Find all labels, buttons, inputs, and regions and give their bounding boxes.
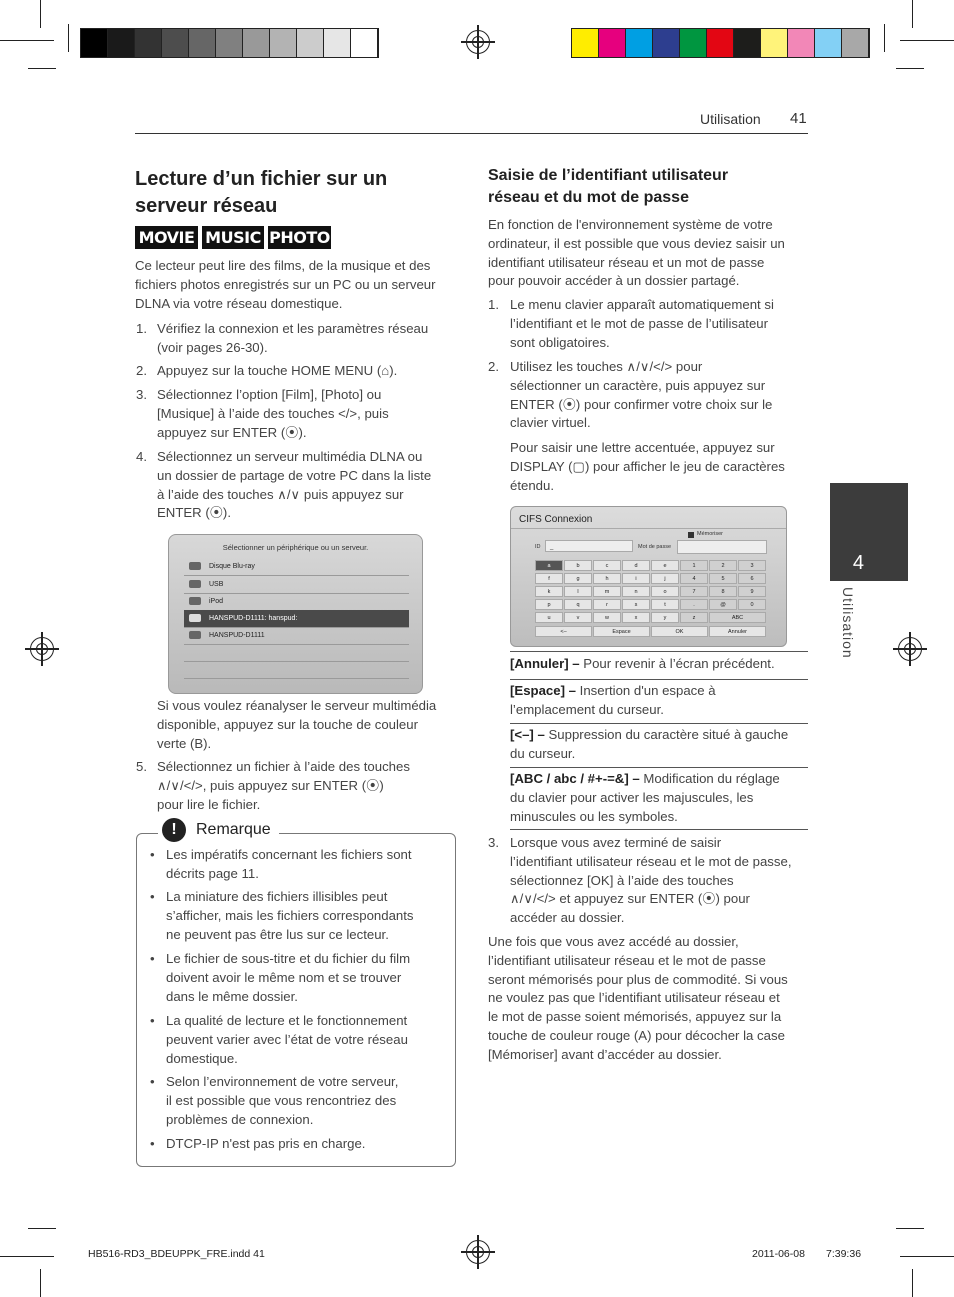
section-title — [135, 166, 387, 220]
color-swatch — [81, 29, 108, 57]
crop-mark — [68, 24, 69, 52]
color-swatch — [707, 29, 734, 57]
cifs-keyboard-screenshot — [510, 506, 787, 647]
keyboard-key[interactable]: 4 — [680, 573, 708, 584]
keyboard-key[interactable]: u — [535, 612, 563, 623]
step-number: 5. — [136, 759, 147, 774]
step-text: Lorsque vous avez terminé de saisir l’identifiant utilisateur réseau et le mot de passe, sélectionnez [OK] à l’aide des touches ∧/∨/</> et appuyez sur ENTER (⦿) pour accéder au dossier. — [510, 835, 792, 926]
note-item: La qualité de lecture et le fonctionnement peuvent varier avec l’état de votre réseau domestique. — [166, 1013, 408, 1066]
exclamation-icon: ! — [162, 818, 186, 842]
screen-title: CIFS Connexion — [519, 514, 593, 525]
device-row-server: HANSPUD-D1111 — [184, 627, 409, 645]
keyboard-key[interactable]: c — [593, 560, 621, 571]
crop-mark — [912, 1269, 913, 1297]
crop-mark — [884, 24, 885, 52]
subsection-title: Saisie de l’identifiant utilisateur réseau et du mot de passe — [488, 167, 729, 206]
keyboard-key[interactable]: r — [593, 599, 621, 610]
page-number: 41 — [790, 110, 807, 127]
keyboard-key[interactable]: z — [680, 612, 708, 623]
note-item: Les impératifs concernant les fichiers sont décrits page 11. — [166, 847, 412, 881]
table-row: [Espace] – Insertion d'un espace à l’emplacement du curseur. — [510, 683, 716, 717]
crop-mark — [40, 0, 41, 28]
color-swatch — [815, 29, 842, 57]
color-swatch — [653, 29, 680, 57]
step-number: 1. — [488, 297, 499, 312]
registration-mark-icon — [466, 1240, 490, 1264]
keyboard-key[interactable]: g — [564, 573, 592, 584]
table-rule — [510, 651, 808, 652]
keyboard-key[interactable]: @ — [709, 599, 737, 610]
step-text: Le menu clavier apparaît automatiquement si l’identifiant et le mot de passe de l’utilisateur sont obligatoires. — [510, 297, 774, 350]
color-swatch — [788, 29, 815, 57]
footer-time: 7:39:36 — [826, 1248, 862, 1260]
keyboard-key[interactable]: e — [651, 560, 679, 571]
keyboard-key[interactable]: o — [651, 586, 679, 597]
step-text: Vérifiez la connexion et les paramètres réseau (voir pages 26-30). — [157, 321, 429, 355]
password-label: Mot de passe — [638, 544, 672, 550]
keyboard-key[interactable]: k — [535, 586, 563, 597]
crop-mark — [896, 68, 924, 69]
keyboard-key[interactable]: 2 — [709, 560, 737, 571]
password-field — [677, 540, 767, 554]
step-number: 2. — [488, 359, 499, 374]
movie-badge: MOVIE — [135, 226, 198, 249]
empty-row — [184, 661, 409, 679]
keyboard-function-key[interactable]: Espace — [593, 626, 650, 637]
keyboard-key[interactable]: q — [564, 599, 592, 610]
chapter-tab — [830, 483, 908, 581]
disc-icon — [189, 562, 201, 570]
footer-filename: HB516-RD3_BDEUPPK_FRE.indd 41 — [88, 1248, 265, 1260]
keyboard-key[interactable]: h — [593, 573, 621, 584]
color-swatch — [572, 29, 599, 57]
id-field: _ — [545, 540, 633, 552]
registration-mark-icon — [30, 637, 54, 661]
note-heading — [158, 818, 279, 842]
keyboard-key[interactable]: 1 — [680, 560, 708, 571]
title-line: serveur réseau — [135, 195, 278, 217]
note-item: DTCP-IP n'est pas pris en charge. — [166, 1136, 366, 1151]
color-swatch — [626, 29, 653, 57]
color-swatch — [842, 29, 869, 57]
rescan-paragraph: Si vous voulez réanalyser le serveur multimédia disponible, appuyez sur la touche de couleur verte (B). — [157, 698, 437, 751]
table-row: [Annuler] – Pour revenir à l’écran précédent. — [510, 656, 775, 671]
memorize-label: Mémoriser — [697, 531, 723, 537]
keyboard-key[interactable]: 6 — [738, 573, 766, 584]
color-swatch — [734, 29, 761, 57]
keyboard-key[interactable]: m — [593, 586, 621, 597]
color-swatch — [216, 29, 243, 57]
bullet-icon: • — [150, 1074, 155, 1089]
empty-row — [184, 644, 409, 662]
color-swatch — [680, 29, 707, 57]
checkbox-icon — [688, 532, 694, 538]
step-number: 3. — [136, 387, 147, 402]
color-swatch — [599, 29, 626, 57]
crop-mark — [0, 1256, 54, 1257]
bullet-icon: • — [150, 1136, 155, 1151]
color-swatch — [761, 29, 788, 57]
screen-title: Sélectionner un périphérique ou un serveur. — [222, 543, 369, 552]
grayscale-calibration-bar — [80, 28, 379, 58]
keyboard-key[interactable]: x — [622, 612, 650, 623]
chapter-label: Utilisation — [840, 587, 856, 659]
note-item: Le fichier de sous-titre et du fichier du film doivent avoir le même nom et se trouver dans le même dossier. — [166, 951, 411, 1004]
header-rule — [135, 133, 808, 134]
crop-mark — [896, 1228, 924, 1229]
color-swatch — [243, 29, 270, 57]
intro-paragraph: Ce lecteur peut lire des films, de la musique et des fichiers photos enregistrés sur un PC ou un serveur DLNA via votre réseau domestique. — [135, 258, 436, 311]
keyboard-key[interactable]: n — [622, 586, 650, 597]
crop-mark — [28, 1228, 56, 1229]
device-row-ipod: iPod — [184, 593, 409, 611]
keyboard-key[interactable]: j — [651, 573, 679, 584]
usb-icon — [189, 580, 201, 588]
keyboard-key[interactable]: l — [564, 586, 592, 597]
device-row-usb: USB — [184, 576, 409, 594]
table-rule — [510, 829, 808, 830]
device-row-share-selected: HANSPUD-D1111: hanspud: — [184, 610, 409, 628]
footer-date: 2011-06-08 — [752, 1248, 805, 1260]
crop-mark — [28, 68, 56, 69]
crop-mark — [900, 1256, 954, 1257]
crop-mark — [912, 0, 913, 28]
color-swatch — [162, 29, 189, 57]
accent-paragraph: Pour saisir une lettre accentuée, appuyez sur DISPLAY (▢) pour afficher le jeu de caractères étendu. — [510, 440, 785, 493]
keyboard-key[interactable]: f — [535, 573, 563, 584]
table-rule — [510, 679, 808, 680]
keyboard-key[interactable]: 7 — [680, 586, 708, 597]
keyboard-key[interactable]: 0 — [738, 599, 766, 610]
table-row: [<–] – Suppression du caractère situé à gauche du curseur. — [510, 727, 789, 761]
registration-mark-icon — [466, 30, 490, 54]
color-swatch — [324, 29, 351, 57]
bullet-icon: • — [150, 847, 155, 862]
step-number: 3. — [488, 835, 499, 850]
closing-paragraph: Une fois que vous avez accédé au dossier, l’identifiant utilisateur réseau et le mot de passe seront mémorisés pour plus de commodité. Si vous ne voulez pas que l’identifiant utilisateur réseau et le mot de passe soient mémorisés, appuyez sur la touche de couleur rouge (A) pour décocher la case [Mémoriser] avant d’accéder au dossier. — [488, 934, 788, 1062]
color-swatch — [189, 29, 216, 57]
bullet-icon: • — [150, 889, 155, 904]
keyboard-key[interactable]: t — [651, 599, 679, 610]
table-row: [ABC / abc / #+-=&] – Modification du réglage du clavier pour activer les majuscules, les minuscules ou les symboles. — [510, 771, 780, 824]
table-rule — [510, 767, 808, 768]
crop-mark — [0, 40, 54, 41]
keyboard-key[interactable]: 8 — [709, 586, 737, 597]
music-badge: MUSIC — [202, 226, 264, 249]
chapter-number: 4 — [852, 552, 864, 574]
note-item: Selon l’environnement de votre serveur, il est possible que vous rencontriez des problèmes de connexion. — [166, 1074, 399, 1127]
keyboard-key[interactable]: y — [651, 612, 679, 623]
title-line: Lecture d’un fichier sur un — [135, 168, 388, 190]
step-text: Sélectionnez un serveur multimédia DLNA ou un dossier de partage de votre PC dans la liste à l’aide des touches ∧/∨ puis appuyez sur ENTER (⦿). — [157, 449, 432, 521]
crop-mark — [40, 1269, 41, 1297]
ipod-icon — [189, 597, 201, 605]
keyboard-key[interactable]: ABC — [709, 612, 766, 623]
id-label: ID — [535, 544, 541, 550]
running-header: Utilisation — [700, 111, 761, 127]
note-item: La miniature des fichiers illisibles peut s’afficher, mais les fichiers correspondants ne peuvent pas être lus sur ce lecteur. — [166, 889, 414, 942]
keyboard-key[interactable]: 5 — [709, 573, 737, 584]
note-title: Remarque — [196, 821, 271, 838]
step-number: 1. — [136, 321, 147, 336]
color-swatch — [270, 29, 297, 57]
color-swatch — [108, 29, 135, 57]
step-text: Sélectionnez un fichier à l’aide des touches ∧/∨/</>, puis appuyez sur ENTER (⦿) pour lire le fichier. — [157, 759, 410, 812]
step-number: 2. — [136, 363, 147, 378]
keyboard-key[interactable]: v — [564, 612, 592, 623]
keyboard-key[interactable]: b — [564, 560, 592, 571]
keyboard-function-key[interactable]: Annuler — [709, 626, 766, 637]
keyboard-key[interactable]: w — [593, 612, 621, 623]
keyboard-key[interactable]: p — [535, 599, 563, 610]
photo-badge: PHOTO — [269, 228, 330, 247]
bullet-icon: • — [150, 951, 155, 966]
table-rule — [510, 723, 808, 724]
keyboard-key[interactable]: a — [535, 560, 563, 571]
color-swatch — [297, 29, 324, 57]
crop-mark — [900, 40, 954, 41]
server-icon — [189, 631, 201, 639]
keyboard-key[interactable]: d — [622, 560, 650, 571]
intro-paragraph: En fonction de l'environnement système de votre ordinateur, il est possible que vous deviez saisir un identifiant utilisateur réseau et un mot de passe pour pouvoir accéder à un dossier partagé. — [488, 217, 785, 289]
network-folder-icon — [189, 614, 201, 622]
registration-mark-icon — [898, 637, 922, 661]
color-swatch — [135, 29, 162, 57]
color-calibration-bar — [571, 28, 870, 58]
bullet-icon: • — [150, 1013, 155, 1028]
device-row-bluray: Disque Blu-ray — [184, 558, 409, 576]
step-text: Utilisez les touches ∧/∨/</> pour sélectionner un caractère, puis appuyez sur ENTER (⦿) pour confirmer votre choix sur le clavier virtuel. — [510, 359, 773, 431]
keyboard-function-key[interactable]: <– — [535, 626, 592, 637]
device-selection-screenshot — [168, 534, 423, 694]
step-text: Appuyez sur la touche HOME MENU (⌂). — [157, 363, 398, 378]
step-number: 4. — [136, 449, 147, 464]
keyboard-key[interactable]: i — [622, 573, 650, 584]
keyboard-key[interactable]: 3 — [738, 560, 766, 571]
keyboard-key[interactable]: 9 — [738, 586, 766, 597]
keyboard-key[interactable]: s — [622, 599, 650, 610]
keyboard-key[interactable]: . — [680, 599, 708, 610]
keyboard-function-key[interactable]: OK — [651, 626, 708, 637]
step-text: Sélectionnez l’option [Film], [Photo] ou [Musique] à l’aide des touches </>, puis appuyez sur ENTER (⦿). — [157, 387, 389, 440]
color-swatch — [351, 29, 378, 57]
